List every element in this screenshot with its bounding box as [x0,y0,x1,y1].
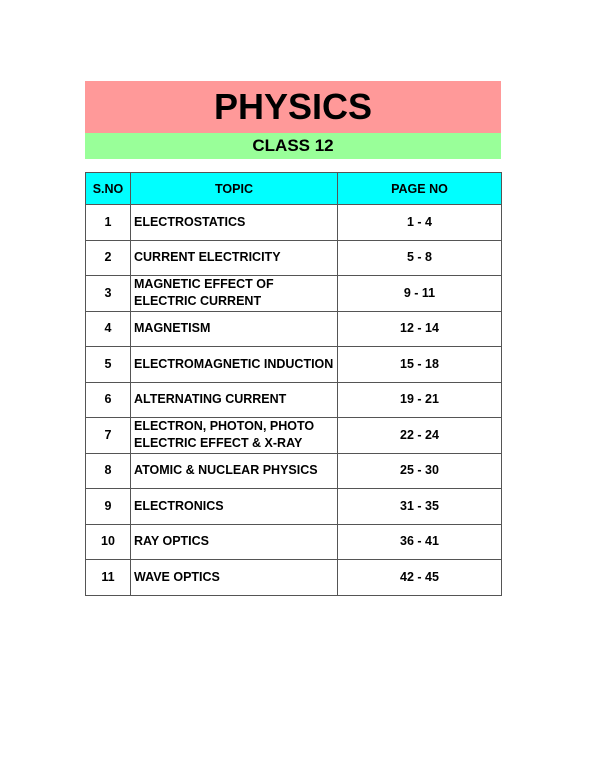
row-pages: 22 - 24 [338,418,502,454]
row-topic: CURRENT ELECTRICITY [131,240,338,276]
row-topic: WAVE OPTICS [131,560,338,596]
header-topic: TOPIC [131,173,338,205]
row-pages: 1 - 4 [338,205,502,241]
row-topic: ELECTROMAGNETIC INDUCTION [131,347,338,383]
table-row [86,382,502,418]
row-pages: 42 - 45 [338,560,502,596]
row-pages: 12 - 14 [338,311,502,347]
row-sno: 4 [86,311,131,347]
row-topic: MAGNETISM [131,311,338,347]
row-sno: 10 [86,524,131,560]
table-row [86,276,502,312]
row-pages: 9 - 11 [338,276,502,312]
header-sno: S.NO [86,173,131,205]
table-row [86,418,502,454]
row-pages: 36 - 41 [338,524,502,560]
row-sno: 5 [86,347,131,383]
row-sno: 6 [86,382,131,418]
row-pages: 5 - 8 [338,240,502,276]
row-topic: ELECTRONICS [131,489,338,525]
row-topic: ELECTROSTATICS [131,205,338,241]
row-sno: 9 [86,489,131,525]
table-row [86,205,502,241]
table-row [86,489,502,525]
table-row [86,240,502,276]
page-title: PHYSICS [85,81,501,133]
table-header-row [86,173,502,205]
row-topic: RAY OPTICS [131,524,338,560]
row-sno: 1 [86,205,131,241]
row-sno: 7 [86,418,131,454]
table-row [86,453,502,489]
table-row [86,347,502,383]
row-pages: 25 - 30 [338,453,502,489]
header-page-no: PAGE NO [338,173,502,205]
row-pages: 19 - 21 [338,382,502,418]
row-sno: 8 [86,453,131,489]
row-sno: 2 [86,240,131,276]
table-row [86,560,502,596]
row-sno: 11 [86,560,131,596]
contents-table [85,172,502,596]
class-subtitle: CLASS 12 [85,133,501,159]
row-topic: ATOMIC & NUCLEAR PHYSICS [131,453,338,489]
row-sno: 3 [86,276,131,312]
table-row [86,311,502,347]
row-topic: MAGNETIC EFFECT OF ELECTRIC CURRENT [131,276,338,312]
row-topic: ALTERNATING CURRENT [131,382,338,418]
row-topic: ELECTRON, PHOTON, PHOTO ELECTRIC EFFECT & X-RAY [131,418,338,454]
table-row [86,524,502,560]
row-pages: 15 - 18 [338,347,502,383]
row-pages: 31 - 35 [338,489,502,525]
